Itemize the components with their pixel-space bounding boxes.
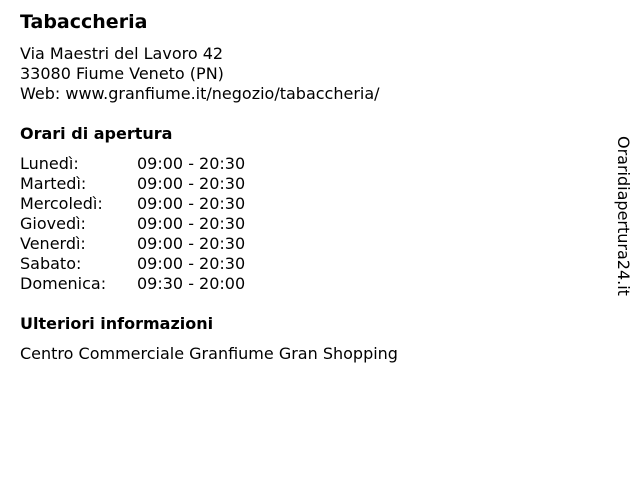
time-range: 09:00 - 20:30 bbox=[137, 234, 246, 253]
day-label: Lunedì: bbox=[20, 154, 79, 173]
hours-row-friday bbox=[20, 234, 245, 254]
hours-row-thursday bbox=[20, 214, 245, 234]
additional-info-text: Centro Commerciale Granfiume Gran Shopping bbox=[20, 344, 398, 363]
hours-row-monday bbox=[20, 154, 245, 174]
address-street: Via Maestri del Lavoro 42 bbox=[20, 44, 224, 63]
opening-hours-heading: Orari di apertura bbox=[20, 124, 173, 143]
time-range: 09:00 - 20:30 bbox=[137, 254, 246, 273]
hours-row-tuesday bbox=[20, 174, 245, 194]
opening-hours-table bbox=[20, 154, 245, 294]
time-range: 09:30 - 20:00 bbox=[137, 274, 246, 293]
store-title: Tabaccheria bbox=[20, 11, 148, 33]
time-range: 09:00 - 20:30 bbox=[137, 174, 246, 193]
store-address bbox=[20, 44, 380, 104]
store-website[interactable]: Web: www.granfiume.it/negozio/tabaccheria/ bbox=[20, 84, 380, 103]
address-city: 33080 Fiume Veneto (PN) bbox=[20, 64, 224, 83]
day-label: Mercoledì: bbox=[20, 194, 103, 213]
day-label: Domenica: bbox=[20, 274, 107, 293]
hours-row-saturday bbox=[20, 254, 245, 274]
day-label: Sabato: bbox=[20, 254, 82, 273]
site-watermark: Oraridiapertura24.it bbox=[614, 136, 633, 296]
day-label: Giovedì: bbox=[20, 214, 86, 233]
hours-row-wednesday bbox=[20, 194, 245, 214]
day-label: Martedì: bbox=[20, 174, 87, 193]
day-label: Venerdì: bbox=[20, 234, 86, 253]
time-range: 09:00 - 20:30 bbox=[137, 194, 246, 213]
additional-info-heading: Ulteriori informazioni bbox=[20, 314, 214, 333]
time-range: 09:00 - 20:30 bbox=[137, 154, 246, 173]
hours-row-sunday bbox=[20, 274, 245, 294]
time-range: 09:00 - 20:30 bbox=[137, 214, 246, 233]
